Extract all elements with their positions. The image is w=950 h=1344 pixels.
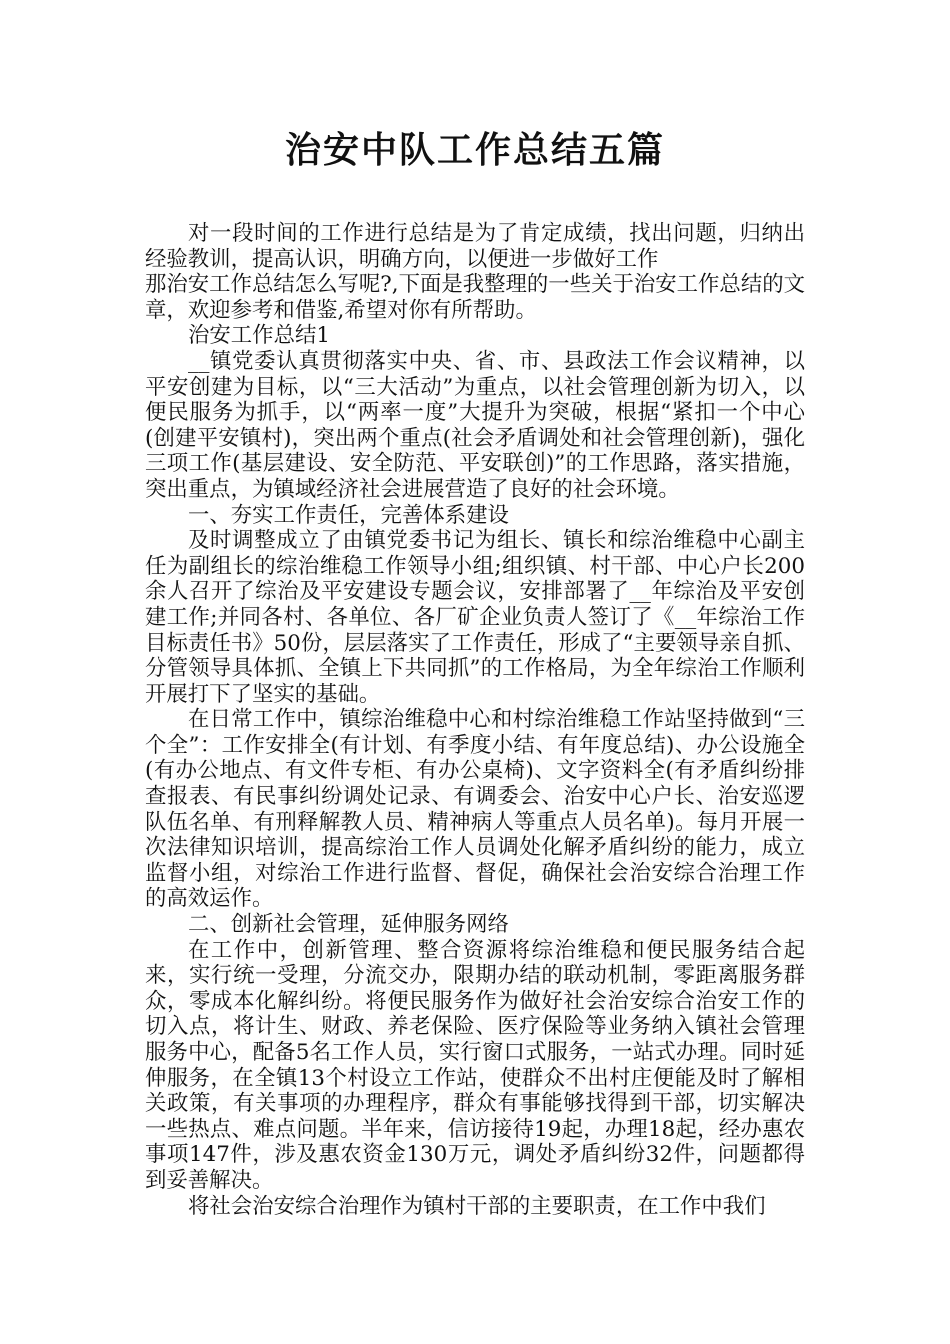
document-body — [145, 221, 805, 1219]
intro-paragraph: 对一段时间的工作进行总结是为了肯定成绩，找出问题，归纳出经验教训，提高认识，明确方向，以便进一步做好工作 — [145, 221, 805, 272]
body-paragraph: 将社会治安综合治理作为镇村干部的主要职责，在工作中我们 — [188, 1193, 766, 1219]
body-paragraph: 在工作中，创新管理、整合资源将综治维稳和便民服务结合起来，实行统一受理，分流交办，限期办结的联动机制，零距离服务群众，零成本化解纠纷。将便民服务作为做好社会治安综合治安工作的切入点，将计生、财政、养老保险、医疗保险等业务纳入镇社会管理服务中心，配备5名工作人员，实行窗口式服务，一站式办理。同时延伸服务，在全镇13个村设立工作站，使群众不出村庄便能及时了解相关政策，有关事项的办理程序，群众有事能够找得到干部，切实解决一些热点、难点问题。半年来，信访接待19起，办理18起，经办惠农事项147件，涉及惠农资金130万元，调处矛盾纠纷32件，问题都得到妥善解决。 — [145, 937, 805, 1193]
document-title: 治安中队工作总结五篇 — [284, 130, 665, 171]
body-paragraph: __镇党委认真贯彻落实中央、省、市、县政法工作会议精神，以平安创建为目标，以“三大活动”为重点，以社会管理创新为切入，以便民服务为抓手，以“两率一度”大提升为突破，根据“紧扣一个中心(创建平安镇村)，突出两个重点(社会矛盾调处和社会管理创新)，强化三项工作(基层建设、安全防范、平安联创)”的工作思路，落实措施，突出重点，为镇域经济社会进展营造了良好的社会环境。 — [145, 348, 805, 502]
section-heading-one: 一、夯实工作责任，完善体系建设 — [188, 502, 509, 528]
body-paragraph: 及时调整成立了由镇党委书记为组长、镇长和综治维稳中心副主任为副组长的综治维稳工作领导小组;组织镇、村干部、中心户长200余人召开了综治及平安建设专题会议，安排部署了__年综治及平安创建工作;并同各村、各单位、各厂矿企业负责人签订了《__年综治工作目标责任书》50份，层层落实了工作责任，形成了“主要领导亲自抓、分管领导具体抓、全镇上下共同抓”的工作格局，为全年综治工作顺利开展打下了坚实的基础。 — [145, 528, 805, 707]
intro-paragraph-continued: 那治安工作总结怎么写呢?,下面是我整理的一些关于治安工作总结的文章，欢迎参考和借鉴,希望对你有所帮助。 — [145, 272, 805, 323]
section-heading-summary-1: 治安工作总结1 — [188, 323, 330, 349]
body-paragraph: 在日常工作中，镇综治维稳中心和村综治维稳工作站坚持做到“三个全”：工作安排全(有计划、有季度小结、有年度总结)、办公设施全(有办公地点、有文件专柜、有办公桌椅)、文字资料全(有矛盾纠纷排查报表、有民事纠纷调处记录、有调委会、治安中心户长、治安巡逻队伍名单、有刑释解教人员、精神病人等重点人员名单)。每月开展一次法律知识培训，提高综治工作人员调处化解矛盾纠纷的能力，成立监督小组，对综治工作进行监督、督促，确保社会治安综合治理工作的高效运作。 — [145, 707, 805, 912]
section-heading-two: 二、创新社会管理，延伸服务网络 — [188, 912, 509, 938]
